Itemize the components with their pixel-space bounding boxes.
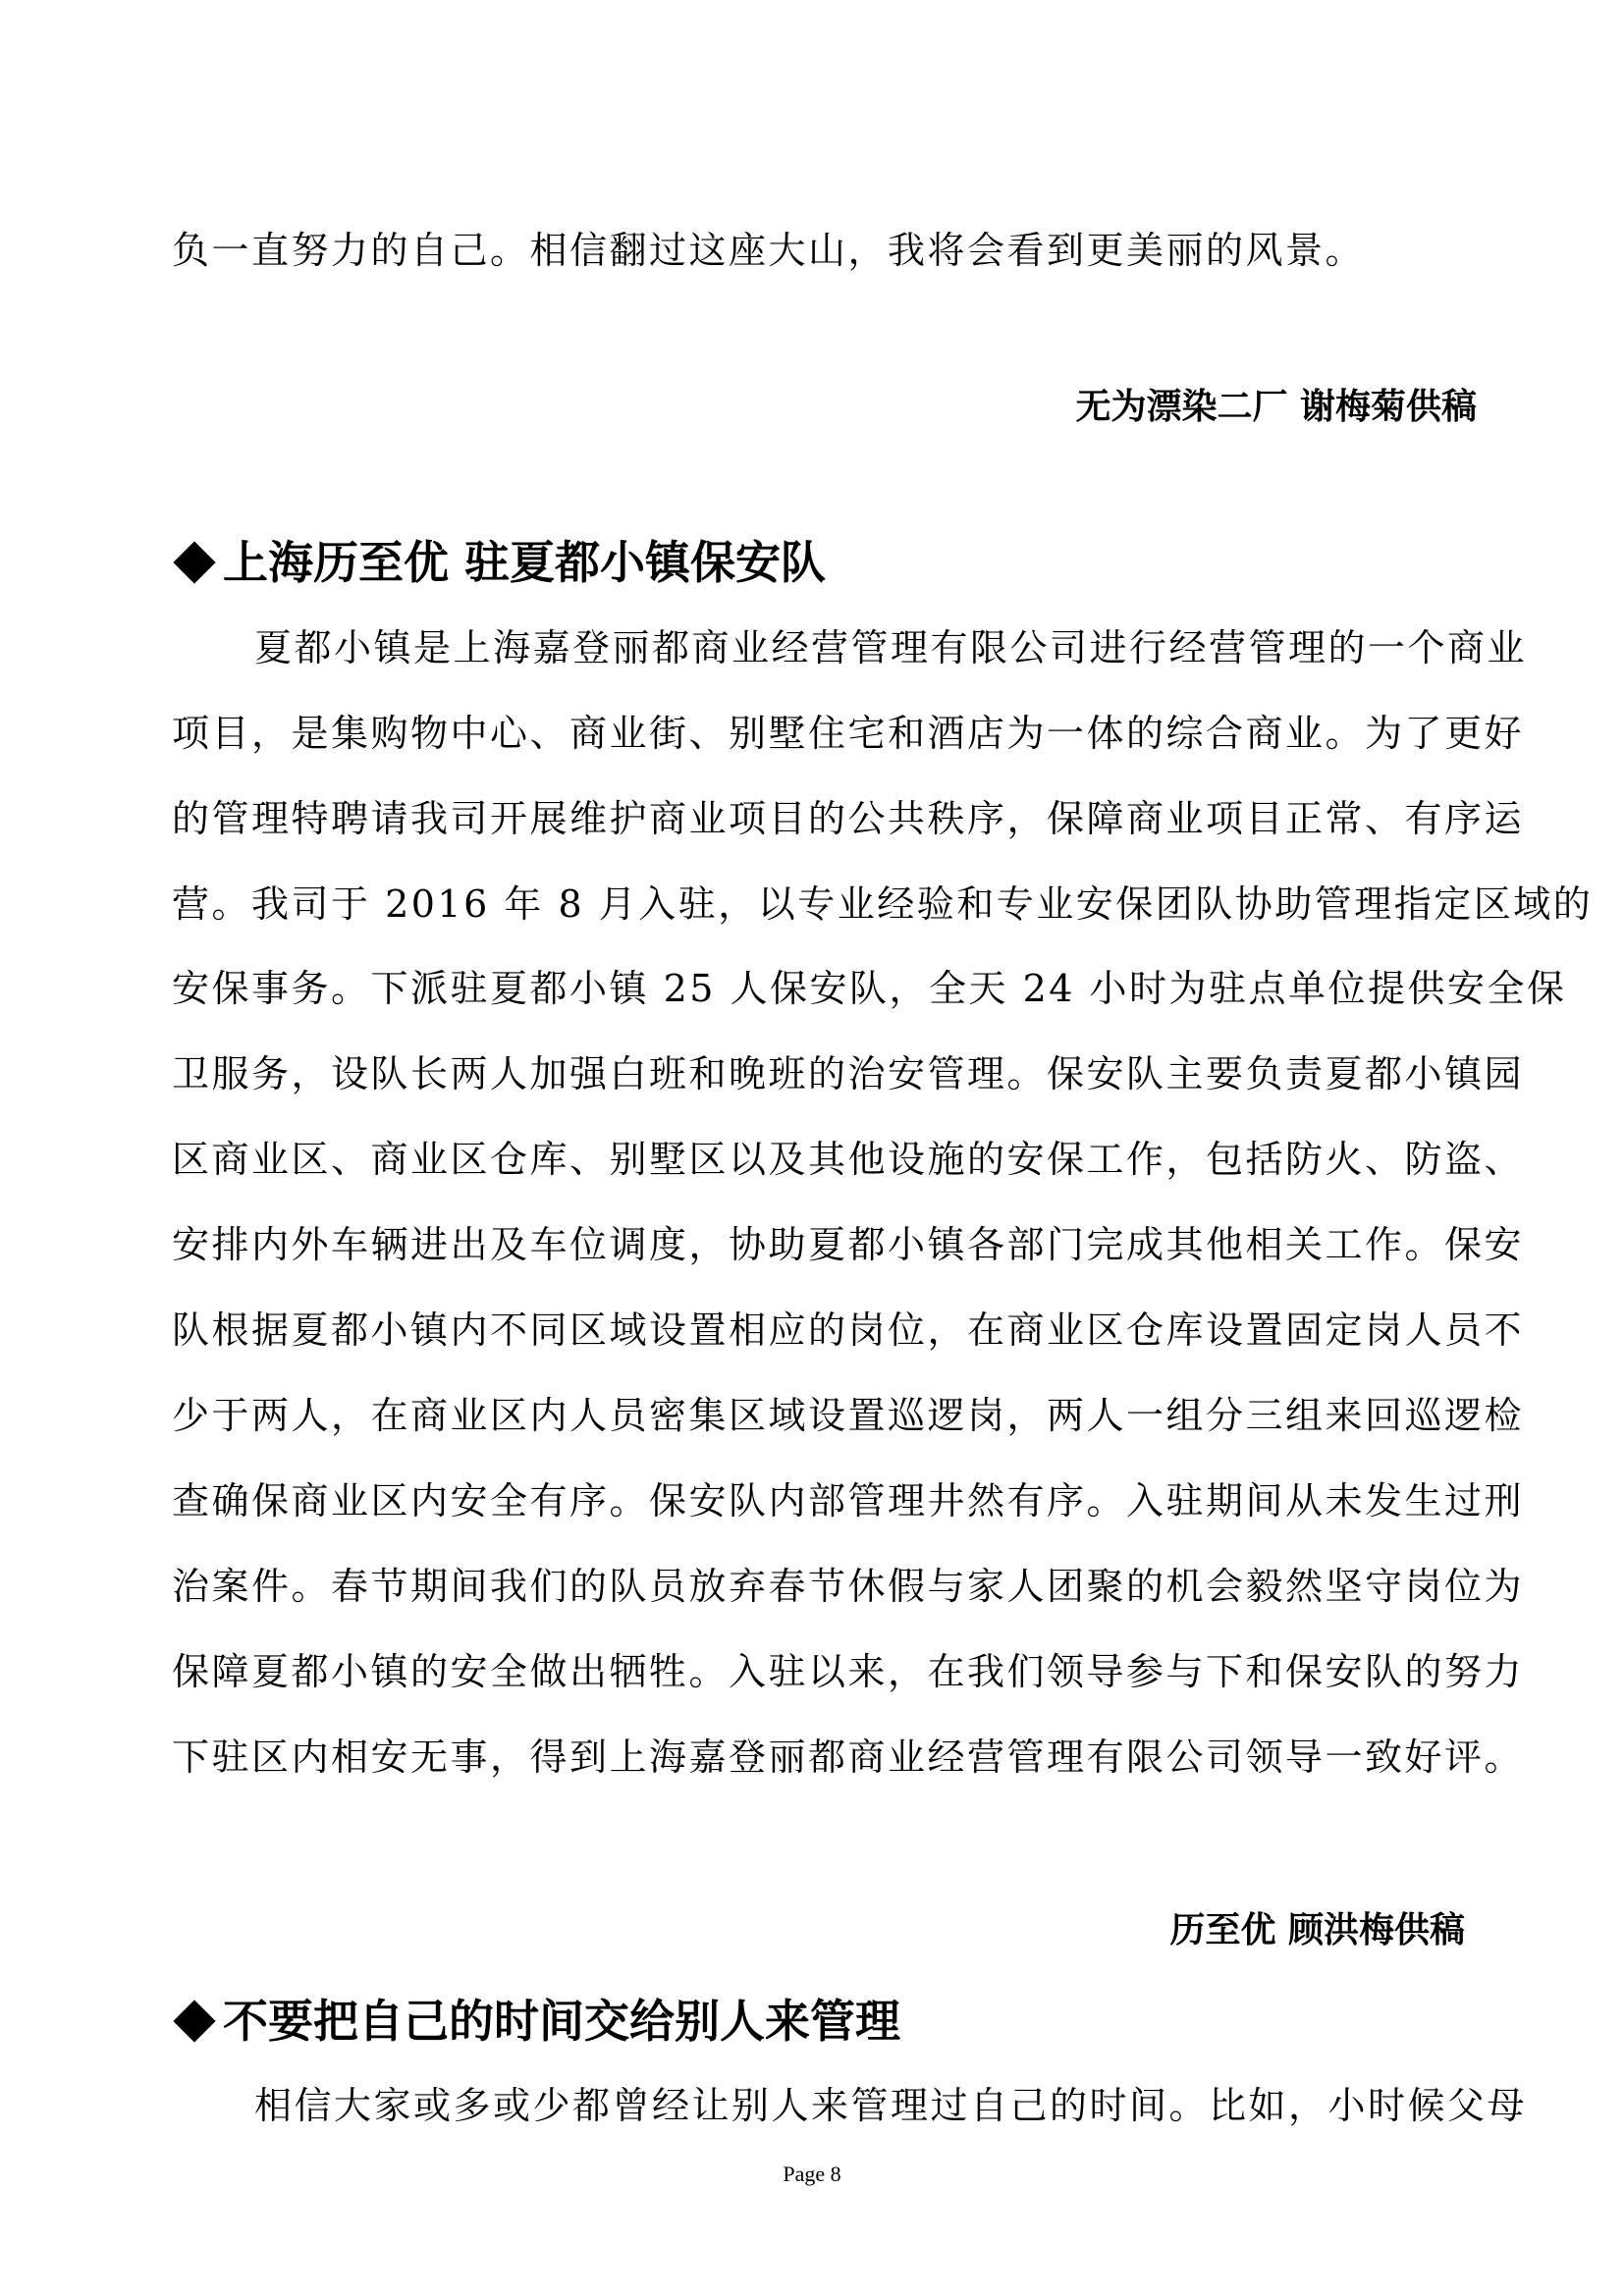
paragraph-line: 少于两人，在商业区内人员密集区域设置巡逻岗，两人一组分三组来回巡逻检 <box>172 1394 1525 1437</box>
paragraph-line: 查确保商业区内安全有序。保安队内部管理井然有序。入驻期间从未发生过刑 <box>172 1479 1525 1522</box>
signature: 历至优 顾洪梅供稿 <box>1169 1910 1465 1950</box>
section-heading <box>172 1994 900 2049</box>
paragraph-line: 相信大家或多或少都曾经让别人来管理过自己的时间。比如，小时候父母 <box>254 2084 1528 2127</box>
section-heading <box>172 535 826 590</box>
paragraph-line: 保障夏都小镇的安全做出牺牲。入驻以来，在我们领导参与下和保安队的努力 <box>172 1650 1525 1693</box>
paragraph-line: 夏都小镇是上海嘉登丽都商业经营管理有限公司进行经营管理的一个商业 <box>254 626 1528 669</box>
diamond-bullet-icon <box>173 541 215 583</box>
paragraph-line: 营。我司于 2016 年 8 月入驻，以专业经验和专业安保团队协助管理指定区域的 <box>172 882 1594 926</box>
page-number: Page 8 <box>783 2162 841 2186</box>
paragraph-line: 下驻区内相安无事，得到上海嘉登丽都商业经营管理有限公司领导一致好评。 <box>172 1735 1525 1779</box>
paragraph-line: 卫服务，设队长两人加强白班和晚班的治安管理。保安队主要负责夏都小镇园 <box>172 1052 1525 1095</box>
paragraph-line: 区商业区、商业区仓库、别墅区以及其他设施的安保工作，包括防火、防盗、 <box>172 1138 1525 1181</box>
heading-text: 不要把自己的时间交给别人来管理 <box>223 1995 900 2048</box>
paragraph-line: 治案件。春节期间我们的队员放弃春节休假与家人团聚的机会毅然坚守岗位为 <box>172 1565 1525 1608</box>
paragraph-line: 安排内外车辆进出及车位调度，协助夏都小镇各部门完成其他相关工作。保安 <box>172 1223 1525 1266</box>
heading-text: 上海历至优 驻夏都小镇保安队 <box>223 536 827 589</box>
diamond-bullet-icon <box>173 2000 215 2042</box>
signature: 无为漂染二厂 谢梅菊供稿 <box>1075 387 1477 427</box>
paragraph-line: 项目，是集购物中心、商业街、别墅住宅和酒店为一体的综合商业。为了更好 <box>172 712 1525 755</box>
paragraph-line: 安保事务。下派驻夏都小镇 25 人保安队，全天 24 小时为驻点单位提供安全保 <box>172 967 1567 1010</box>
paragraph-line: 负一直努力的自己。相信翻过这座大山，我将会看到更美丽的风景。 <box>172 229 1366 272</box>
paragraph-line: 队根据夏都小镇内不同区域设置相应的岗位，在商业区仓库设置固定岗人员不 <box>172 1308 1525 1352</box>
paragraph-line: 的管理特聘请我司开展维护商业项目的公共秩序，保障商业项目正常、有序运 <box>172 797 1525 840</box>
